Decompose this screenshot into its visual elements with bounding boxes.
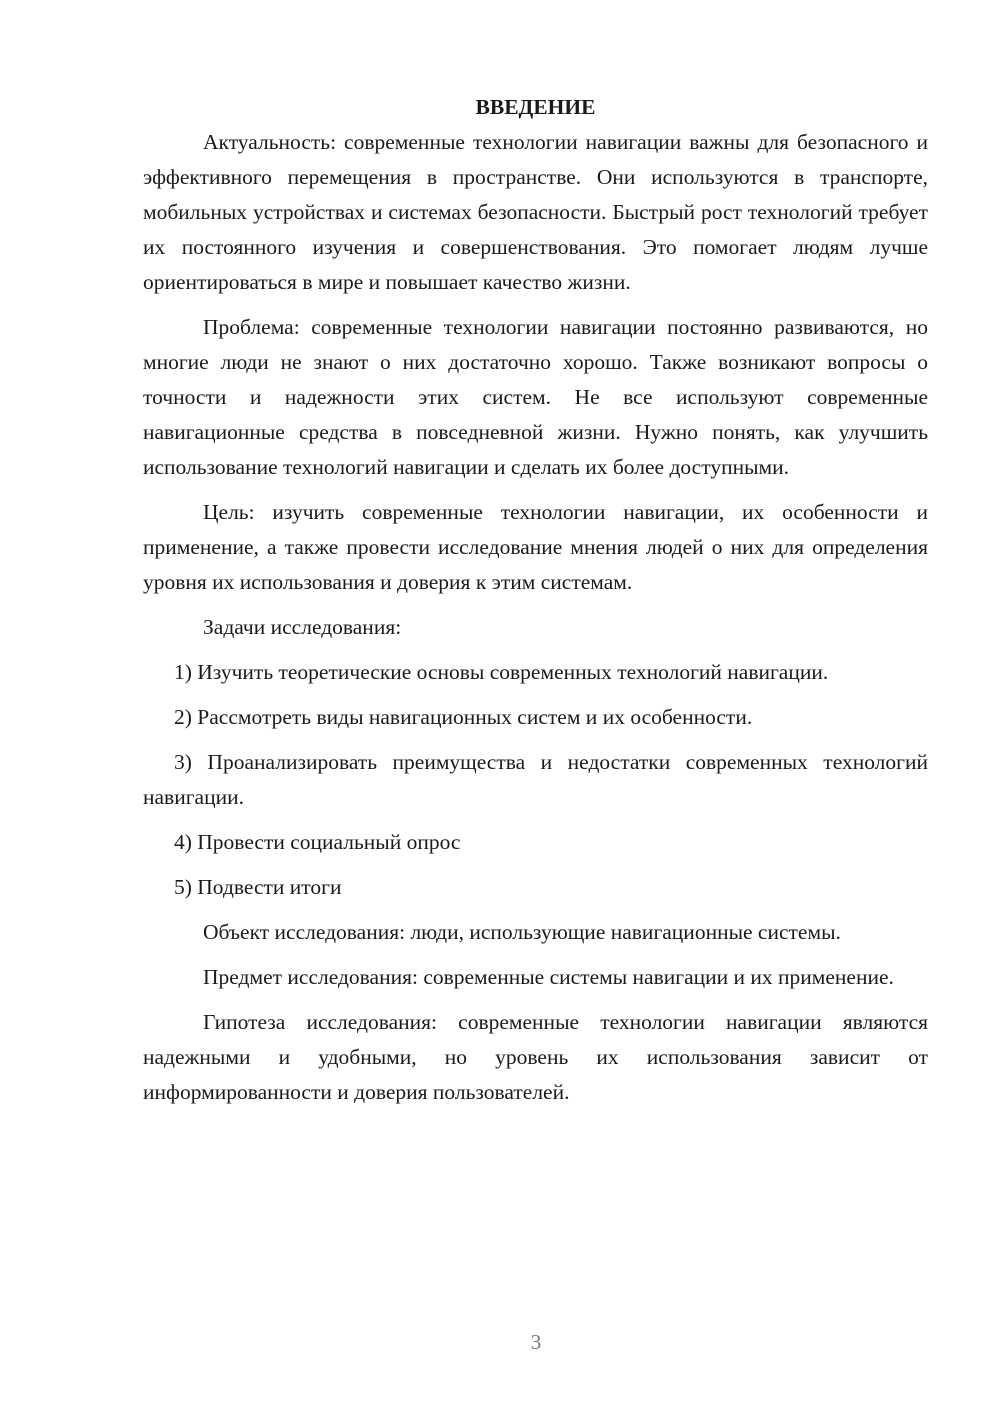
tasks-heading: Задачи исследования: xyxy=(203,615,402,639)
object-paragraph: Объект исследования: люди, использующие навигационные системы. xyxy=(203,920,841,944)
task-item-5: 5) Подвести итоги xyxy=(174,875,342,899)
page-title: ВВЕДЕНИЕ xyxy=(475,95,596,119)
subject-paragraph: Предмет исследования: современные системы навигации и их применение. xyxy=(203,965,894,989)
task-item-2: 2) Рассмотреть виды навигационных систем и их особенности. xyxy=(174,705,753,729)
hypothesis-paragraph: Гипотеза исследования: современные технологии навигации являются надежными и удобными, но уровень их использования зависит от информированности и доверия пользователей. xyxy=(143,1010,928,1104)
goal-paragraph: Цель: изучить современные технологии навигации, их особенности и применение, а также провести исследование мнения людей о них для определения уровня их использования и доверия к этим системам. xyxy=(143,500,928,594)
page-number: 3 xyxy=(530,1330,542,1354)
task-item-4: 4) Провести социальный опрос xyxy=(174,830,461,854)
relevance-paragraph: Актуальность: современные технологии навигации важны для безопасного и эффективного перемещения в пространстве. Они используются в транспорте, мобильных устройствах и системах безопасности. Быстрый рост технологий требует их постоянного изучения и совершенствования. Это помогает людям лучше ориентироваться в мире и повышает качество жизни. xyxy=(143,130,928,294)
task-item-3: 3) Проанализировать преимущества и недостатки современных технологий навигации. xyxy=(143,750,928,809)
problem-paragraph: Проблема: современные технологии навигации постоянно развиваются, но многие люди не знают о них достаточно хорошо. Также возникают вопросы о точности и надежности этих систем. Не все используют современные навигационные средства в повседневной жизни. Нужно понять, как улучшить использование технологий навигации и сделать их более доступными. xyxy=(143,315,928,479)
document-page xyxy=(143,90,928,1120)
task-item-1: 1) Изучить теоретические основы современных технологий навигации. xyxy=(174,660,829,684)
